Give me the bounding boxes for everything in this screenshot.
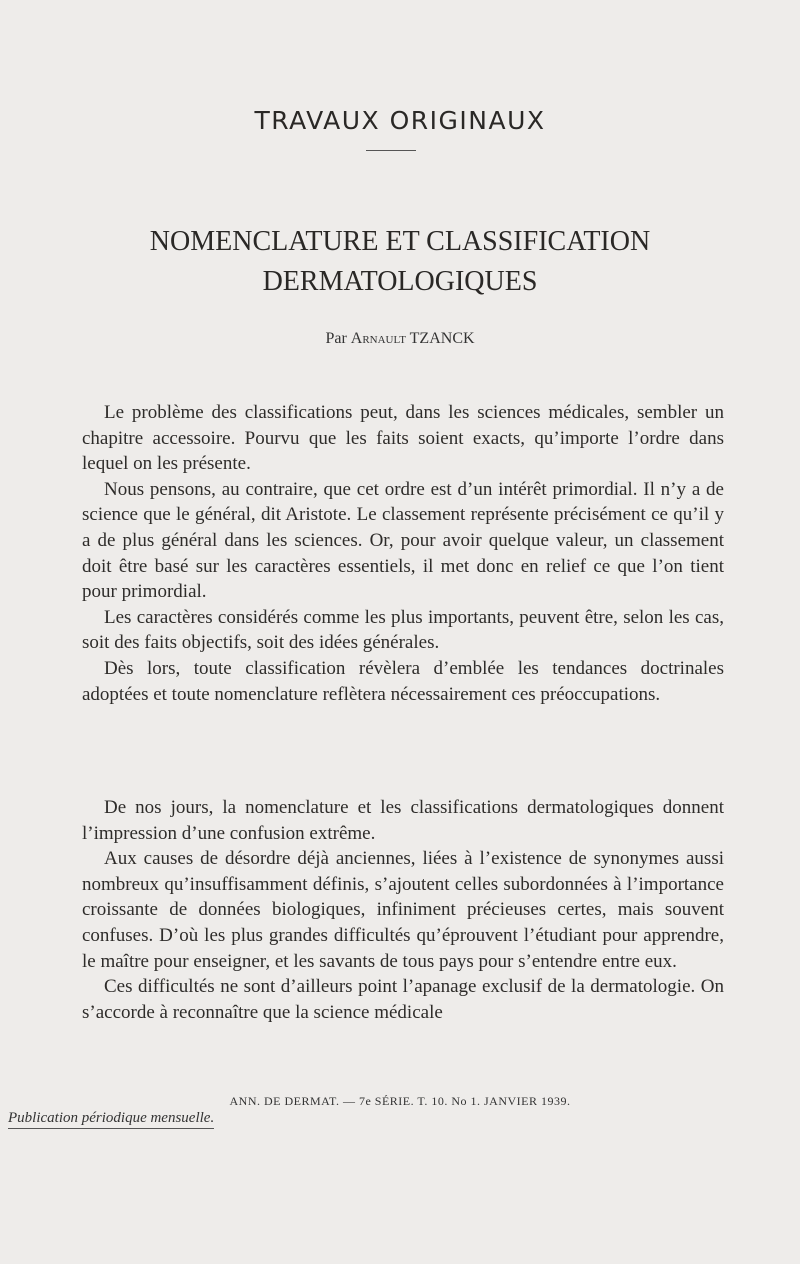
- publication-note: Publication périodique mensuelle.: [8, 1110, 214, 1129]
- title-line-2: DERMATOLOGIQUES: [262, 266, 538, 297]
- journal-citation: ANN. DE DERMAT. — 7e SÉRIE. T. 10. No 1. JANVIER 1939.: [229, 1094, 571, 1108]
- paragraph: Nous pensons, au contraire, que cet ordre est d’un intérêt primordial. Il n’y a de science que le général, dit Aristote. Le classement représente précisément ce qu’il y a de plus général dans les sciences. Or, pour avoir quelque valeur, un classement doit être basé sur les caractères essentiels, il met donc en relief ce que l’on tient pour primordial.: [82, 478, 724, 603]
- byline-prefix: Par: [325, 330, 347, 347]
- author-first-name: Arnault: [350, 330, 406, 347]
- body-block-2: [82, 795, 724, 1025]
- byline: [0, 330, 800, 348]
- article-title: [0, 222, 800, 302]
- title-line-1: NOMENCLATURE ET CLASSIFICATION: [149, 226, 651, 257]
- body-block-1: [82, 400, 724, 707]
- author-last-name: TZANCK: [409, 330, 475, 347]
- heading-rule: [366, 150, 416, 151]
- paragraph: Le problème des classifications peut, dans les sciences médicales, sembler un chapitre accessoire. Pourvu que les faits soient exacts, qu’importe l’ordre dans lequel on les présente.: [82, 402, 724, 475]
- paragraph: De nos jours, la nomenclature et les classifications dermatologiques donnent l’impression d’une confusion extrême.: [82, 797, 724, 844]
- paragraph: Dès lors, toute classification révèlera d’emblée les tendances doctrinales adoptées et toute nomenclature reflètera nécessairement ces préoccupations.: [82, 657, 724, 705]
- paragraph: Aux causes de désordre déjà anciennes, liées à l’existence de synonymes aussi nombreux qu’insuffisamment définis, s’ajoutent celles subordonnées à l’importance croissante de données biologiques, infiniment précieuses certes, mais souvent confuses. D’où les plus grandes difficultés qu’éprouvent l’étudiant pour apprendre, le maître pour enseigner, et les savants de tous pays pour s’entendre entre eux.: [82, 848, 724, 972]
- paragraph: Les caractères considérés comme les plus importants, peuvent être, selon les cas, soit des faits objectifs, soit des idées générales.: [82, 606, 724, 654]
- section-heading: TRAVAUX ORIGINAUX: [254, 106, 546, 135]
- paragraph: Ces difficultés ne sont d’ailleurs point l’apanage exclusif de la dermatologie. On s’accorde à reconnaître que la science médicale: [82, 976, 724, 1023]
